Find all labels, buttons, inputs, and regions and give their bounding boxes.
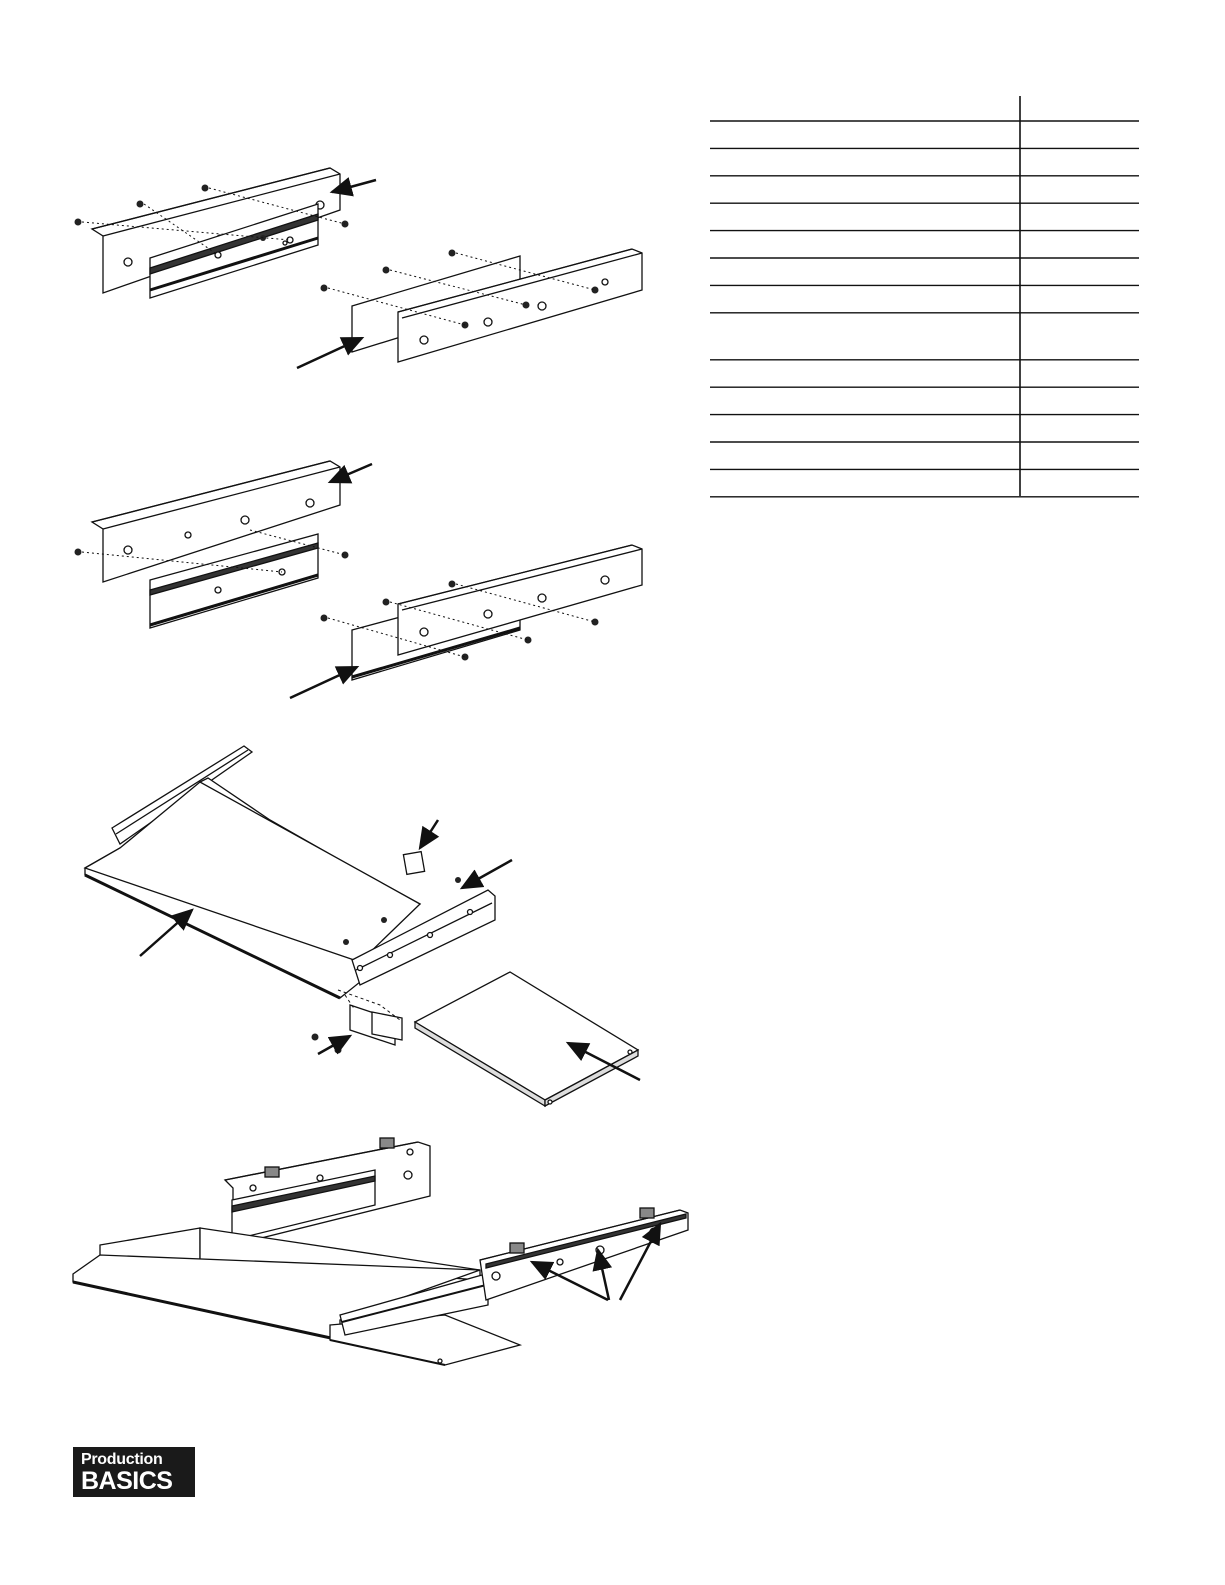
production-basics-logo [73,1447,195,1497]
clip-part [403,852,424,875]
logo-line2: BASICS [81,1467,173,1495]
extension-panel [415,972,638,1100]
bracket-assembly-figure-2 [75,461,643,680]
bracket-assembly-figure-1 [75,168,643,362]
callout-arrow [297,338,362,368]
callout-arrow [462,860,512,888]
tray-assembly-figure [85,746,638,1106]
callout-arrow [290,667,357,698]
logo-line1: Production [81,1451,163,1468]
callout-arrow [420,820,438,848]
angle-bracket [398,545,642,655]
callout-arrow [140,910,192,956]
installed-drawer-figure [73,1138,688,1365]
callout-arrow [318,1036,350,1054]
